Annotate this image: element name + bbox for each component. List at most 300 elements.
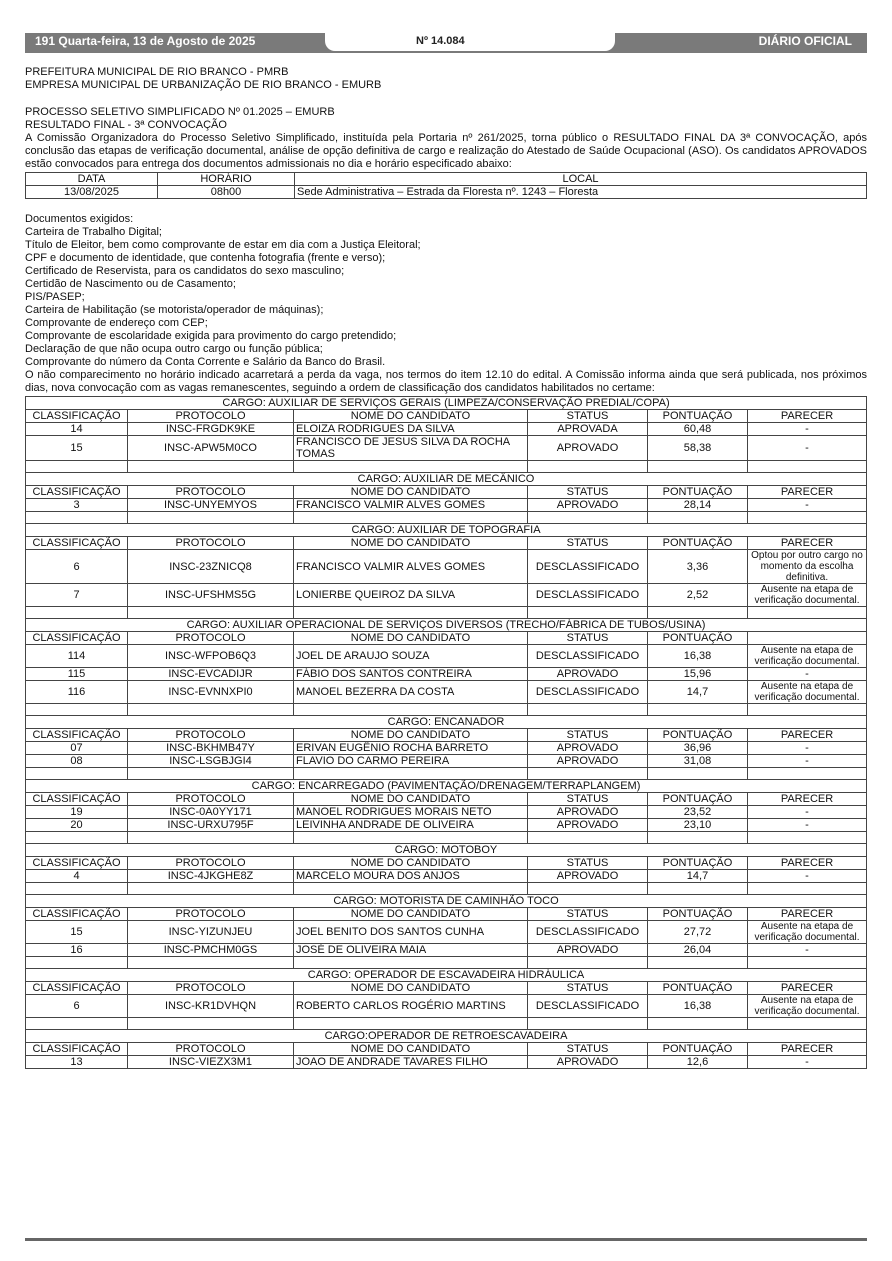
candidate-rank: 14 [26,423,128,436]
empty-cell [748,607,867,619]
candidate-status: APROVADO [528,755,648,768]
empty-cell [128,1018,294,1030]
candidate-status: APROVADO [528,806,648,819]
candidate-score: 36,96 [648,742,748,755]
column-header: CLASSIFICAÇÃO [26,857,128,870]
candidate-name: JOAO DE ANDRADE TAVARES FILHO [294,1056,528,1069]
candidate-protocol: INSC-APW5M0CO [128,436,294,461]
empty-cell [748,957,867,969]
column-header: NOME DO CANDIDATO [294,1043,528,1056]
org-line-2: EMPRESA MUNICIPAL DE URBANIZAÇÃO DE RIO BRANCO - EMURB [25,79,382,91]
candidate-name: MANOEL RODRIGUES MORAIS NETO [294,806,528,819]
document-item: Certificado de Reservista, para os candidatos do sexo masculino; [25,265,345,277]
column-header: NOME DO CANDIDATO [294,857,528,870]
cargo-title: CARGO: AUXILIAR DE SERVIÇOS GERAIS (LIMPEZA/CONSERVAÇÃO PREDIAL/COPA) [26,397,867,410]
section-spacer-row [26,1018,867,1030]
cargo-title: CARGO: AUXILIAR OPERACIONAL DE SERVIÇOS DIVERSOS (TRECHO/FÁBRICA DE TUBOS/USINA) [26,619,867,632]
empty-cell [528,461,648,473]
candidate-status: APROVADA [528,423,648,436]
empty-cell [128,832,294,844]
document-item: Comprovante de endereço com CEP; [25,317,208,329]
candidate-rank: 6 [26,550,128,584]
section-spacer-row [26,607,867,619]
candidate-rank: 15 [26,921,128,944]
candidate-score: 58,38 [648,436,748,461]
column-header: PONTUAÇÃO [648,908,748,921]
candidate-rank: 19 [26,806,128,819]
empty-cell [748,883,867,895]
cargo-title-row [26,1030,867,1043]
candidate-score: 31,08 [648,755,748,768]
empty-cell [528,768,648,780]
column-header: PROTOCOLO [128,729,294,742]
candidate-remarks: - [748,423,867,436]
candidate-name: FRANCISCO VALMIR ALVES GOMES [294,499,528,512]
column-header: NOME DO CANDIDATO [294,793,528,806]
schedule-header-cell: LOCAL [295,173,867,186]
empty-cell [128,768,294,780]
column-header-row [26,632,867,645]
candidate-remarks: - [748,668,867,681]
candidate-name: LEIVINHA ANDRADE DE OLIVEIRA [294,819,528,832]
document-item: Comprovante do número da Conta Corrente e Salário da Banco do Brasil. [25,356,386,368]
candidate-name: ERIVAN EUGÊNIO ROCHA BARRETO [294,742,528,755]
column-header: PROTOCOLO [128,1043,294,1056]
column-header: PROTOCOLO [128,410,294,423]
candidate-protocol: INSC-YIZUNJEU [128,921,294,944]
empty-cell [26,957,128,969]
column-header: PARECER [748,908,867,921]
empty-cell [26,768,128,780]
column-header: PONTUAÇÃO [648,793,748,806]
cargo-title: CARGO: ENCANADOR [26,716,867,729]
empty-cell [748,704,867,716]
table-row [26,681,867,704]
cargo-title: CARGO: AUXILIAR DE MECÂNICO [26,473,867,486]
column-header: STATUS [528,537,648,550]
cargo-title-row [26,473,867,486]
document-item: Declaração de que não ocupa outro cargo ou função pública; [25,343,323,355]
document-item: PIS/PASEP; [25,291,85,303]
table-row [26,921,867,944]
empty-cell [26,704,128,716]
column-header: PONTUAÇÃO [648,632,748,645]
candidate-score: 16,38 [648,645,748,668]
results-table [25,396,867,1069]
cargo-title: CARGO: MOTOBOY [26,844,867,857]
cargo-title: CARGO: MOTORISTA DE CAMINHÃO TOCO [26,895,867,908]
empty-cell [294,832,528,844]
header-rule [25,51,867,53]
table-row [26,806,867,819]
empty-cell [128,607,294,619]
section-spacer-row [26,883,867,895]
empty-cell [294,704,528,716]
header-edition-number: Nº 14.084 [416,35,465,47]
empty-cell [128,512,294,524]
empty-cell [648,832,748,844]
candidate-score: 14,7 [648,870,748,883]
cargo-title: CARGO: OPERADOR DE ESCAVADEIRA HIDRÁULICA [26,969,867,982]
schedule-header-cell: DATA [26,173,158,186]
table-row [26,423,867,436]
candidate-remarks: - [748,819,867,832]
column-header: NOME DO CANDIDATO [294,537,528,550]
document-item: Comprovante de escolaridade exigida para provimento do cargo pretendido; [25,330,397,342]
candidate-remarks: - [748,436,867,461]
candidate-remarks: - [748,1056,867,1069]
candidate-remarks: - [748,806,867,819]
candidate-status: APROVADO [528,742,648,755]
column-header: PARECER [748,486,867,499]
column-header [748,632,867,645]
column-header: PARECER [748,1043,867,1056]
empty-cell [26,461,128,473]
schedule-header-row [26,173,867,186]
column-header: STATUS [528,982,648,995]
empty-cell [528,957,648,969]
column-header: NOME DO CANDIDATO [294,982,528,995]
document-item: Carteira de Habilitação (se motorista/operador de máquinas); [25,304,324,316]
candidate-rank: 4 [26,870,128,883]
candidate-protocol: INSC-FRGDK9KE [128,423,294,436]
empty-cell [128,957,294,969]
document-item: Carteira de Trabalho Digital; [25,226,162,238]
document-item: CPF e documento de identidade, que contenha fotografia (frente e verso); [25,252,386,264]
column-header: STATUS [528,410,648,423]
empty-cell [748,461,867,473]
table-row [26,995,867,1018]
empty-cell [648,607,748,619]
column-header: CLASSIFICAÇÃO [26,793,128,806]
table-row [26,668,867,681]
empty-cell [128,883,294,895]
candidate-status: DESCLASSIFICADO [528,645,648,668]
column-header: PONTUAÇÃO [648,857,748,870]
candidate-score: 2,52 [648,584,748,607]
candidate-name: JOSÉ DE OLIVEIRA MAIA [294,944,528,957]
candidate-name: JOEL BENITO DOS SANTOS CUNHA [294,921,528,944]
candidate-rank: 07 [26,742,128,755]
page-header [25,33,867,51]
empty-cell [748,768,867,780]
empty-cell [528,832,648,844]
candidate-name: FRANCISCO VALMIR ALVES GOMES [294,550,528,584]
candidate-rank: 08 [26,755,128,768]
section-spacer-row [26,461,867,473]
table-row [26,436,867,461]
candidate-status: APROVADO [528,499,648,512]
candidate-rank: 3 [26,499,128,512]
empty-cell [26,832,128,844]
empty-cell [748,512,867,524]
candidate-remarks: Ausente na etapa de verificação documental. [748,681,867,704]
section-spacer-row [26,704,867,716]
column-header: CLASSIFICAÇÃO [26,982,128,995]
column-header: PARECER [748,729,867,742]
documents-title: Documentos exigidos: [25,213,134,225]
document-body [25,66,867,1069]
cargo-title: CARGO:OPERADOR DE RETROESCAVADEIRA [26,1030,867,1043]
candidate-score: 60,48 [648,423,748,436]
empty-cell [128,704,294,716]
candidate-score: 26,04 [648,944,748,957]
empty-cell [26,1018,128,1030]
column-header: PARECER [748,537,867,550]
column-header-row [26,537,867,550]
column-header: CLASSIFICAÇÃO [26,908,128,921]
candidate-remarks: - [748,870,867,883]
cargo-title: CARGO: AUXILIAR DE TOPOGRAFIA [26,524,867,537]
candidate-protocol: INSC-UFSHMS5G [128,584,294,607]
empty-cell [748,1018,867,1030]
empty-cell [26,607,128,619]
column-header: PONTUAÇÃO [648,982,748,995]
column-header: PONTUAÇÃO [648,486,748,499]
candidate-status: DESCLASSIFICADO [528,550,648,584]
column-header-row [26,857,867,870]
empty-cell [26,512,128,524]
schedule-row [26,186,867,199]
candidate-rank: 16 [26,944,128,957]
empty-cell [648,957,748,969]
table-row [26,584,867,607]
table-row [26,1056,867,1069]
candidate-score: 28,14 [648,499,748,512]
column-header-row [26,410,867,423]
cargo-title-row [26,780,867,793]
section-spacer-row [26,832,867,844]
candidate-protocol: INSC-0A0YY171 [128,806,294,819]
column-header: PROTOCOLO [128,632,294,645]
candidate-score: 16,38 [648,995,748,1018]
candidate-protocol: INSC-PMCHM0GS [128,944,294,957]
column-header: PROTOCOLO [128,857,294,870]
schedule-header-cell: HORÁRIO [158,173,295,186]
column-header: PROTOCOLO [128,793,294,806]
empty-cell [294,1018,528,1030]
candidate-score: 27,72 [648,921,748,944]
column-header-row [26,982,867,995]
column-header: PARECER [748,410,867,423]
empty-cell [294,883,528,895]
candidate-score: 23,52 [648,806,748,819]
column-header: CLASSIFICAÇÃO [26,537,128,550]
empty-cell [648,883,748,895]
section-spacer-row [26,957,867,969]
schedule-table [25,172,867,199]
section-spacer-row [26,768,867,780]
empty-cell [528,1018,648,1030]
candidate-remarks: - [748,499,867,512]
candidate-status: DESCLASSIFICADO [528,995,648,1018]
candidate-remarks: - [748,742,867,755]
documents-list [25,226,867,369]
column-header-row [26,1043,867,1056]
candidate-status: APROVADO [528,436,648,461]
candidate-rank: 115 [26,668,128,681]
empty-cell [648,704,748,716]
candidate-rank: 6 [26,995,128,1018]
column-header: STATUS [528,857,648,870]
document-item: Título de Eleitor, bem como comprovante de estar em dia com a Justiça Eleitoral; [25,239,421,251]
candidate-status: DESCLASSIFICADO [528,921,648,944]
table-row [26,755,867,768]
column-header: PONTUAÇÃO [648,537,748,550]
column-header: PONTUAÇÃO [648,410,748,423]
candidate-protocol: INSC-BKHMB47Y [128,742,294,755]
candidate-remarks: - [748,755,867,768]
empty-cell [294,461,528,473]
candidate-rank: 114 [26,645,128,668]
table-row [26,550,867,584]
candidate-remarks: Ausente na etapa de verificação documental. [748,921,867,944]
candidate-name: MARCELO MOURA DOS ANJOS [294,870,528,883]
empty-cell [648,512,748,524]
column-header: CLASSIFICAÇÃO [26,729,128,742]
column-header: NOME DO CANDIDATO [294,908,528,921]
candidate-protocol: INSC-EVNNXPI0 [128,681,294,704]
candidate-protocol: INSC-WFPOB6Q3 [128,645,294,668]
candidate-status: DESCLASSIFICADO [528,681,648,704]
column-header-row [26,793,867,806]
candidate-name: FÁBIO DOS SANTOS CONTREIRA [294,668,528,681]
table-row [26,645,867,668]
cargo-title-row [26,969,867,982]
candidate-remarks: Ausente na etapa de verificação documental. [748,645,867,668]
header-center-tab [325,33,615,51]
table-row [26,870,867,883]
candidate-rank: 15 [26,436,128,461]
schedule-date: 13/08/2025 [26,186,158,199]
column-header: STATUS [528,632,648,645]
cargo-title-row [26,524,867,537]
candidate-protocol: INSC-LSGBJGI4 [128,755,294,768]
candidate-score: 14,7 [648,681,748,704]
column-header-row [26,486,867,499]
candidate-rank: 7 [26,584,128,607]
column-header: STATUS [528,793,648,806]
empty-cell [648,461,748,473]
column-header: CLASSIFICAÇÃO [26,632,128,645]
empty-cell [128,461,294,473]
column-header: NOME DO CANDIDATO [294,729,528,742]
candidate-name: LONIERBE QUEIROZ DA SILVA [294,584,528,607]
header-page-date: 191 Quarta-feira, 13 de Agosto de 2025 [35,34,256,48]
column-header: PROTOCOLO [128,908,294,921]
candidate-protocol: INSC-UNYEMYOS [128,499,294,512]
section-spacer-row [26,512,867,524]
candidate-score: 23,10 [648,819,748,832]
candidate-name: ROBERTO CARLOS ROGÉRIO MARTINS [294,995,528,1018]
candidate-rank: 20 [26,819,128,832]
process-title: PROCESSO SELETIVO SIMPLIFICADO Nº 01.2025 – EMURB [25,106,335,118]
column-header: PROTOCOLO [128,486,294,499]
cargo-title-row [26,716,867,729]
candidate-remarks: - [748,944,867,957]
document-item: Certidão de Nascimento ou de Casamento; [25,278,236,290]
candidate-score: 15,96 [648,668,748,681]
empty-cell [528,607,648,619]
process-intro: A Comissão Organizadora do Processo Seletivo Simplificado, instituída pela Portaria nº 261/2025, torna público o RESULTADO FINAL DA 3ª CONVOCAÇÃO, após conclusão das etapas de verificação documental, análise de opção definitiva de cargo e realização do Atestado de Saúde Ocupacional (ASO). Os candidatos APROVADOS estão convocados para entrega dos documentos admissionais no dia e horário especificado abaixo: [25,132,867,170]
candidate-protocol: INSC-KR1DVHQN [128,995,294,1018]
cargo-title-row [26,397,867,410]
column-header: PARECER [748,793,867,806]
candidate-protocol: INSC-23ZNICQ8 [128,550,294,584]
footer-rule [25,1238,867,1241]
candidate-name: FRANCISCO DE JESUS SILVA DA ROCHA TOMAS [294,436,528,461]
column-header: PONTUAÇÃO [648,1043,748,1056]
column-header: NOME DO CANDIDATO [294,632,528,645]
candidate-remarks: Optou por outro cargo no momento da escolha definitiva. [748,550,867,584]
cargo-title-row [26,895,867,908]
empty-cell [528,704,648,716]
schedule-location: Sede Administrativa – Estrada da Floresta nº. 1243 – Floresta [295,186,867,199]
cargo-title: CARGO: ENCARREGADO (PAVIMENTAÇÃO/DRENAGEM/TERRAPLANGEM) [26,780,867,793]
candidate-name: MANOEL BEZERRA DA COSTA [294,681,528,704]
empty-cell [528,883,648,895]
empty-cell [648,1018,748,1030]
org-line-1: PREFEITURA MUNICIPAL DE RIO BRANCO - PMRB [25,66,289,78]
column-header: STATUS [528,729,648,742]
empty-cell [748,832,867,844]
column-header: NOME DO CANDIDATO [294,486,528,499]
column-header: PROTOCOLO [128,982,294,995]
candidate-protocol: INSC-EVCADIJR [128,668,294,681]
candidate-status: APROVADO [528,944,648,957]
empty-cell [294,607,528,619]
table-row [26,819,867,832]
empty-cell [294,512,528,524]
candidate-score: 3,36 [648,550,748,584]
candidate-status: DESCLASSIFICADO [528,584,648,607]
candidate-status: APROVADO [528,1056,648,1069]
column-header: PONTUAÇÃO [648,729,748,742]
cargo-title-row [26,619,867,632]
candidate-name: JOEL DE ARAUJO SOUZA [294,645,528,668]
candidate-score: 12,6 [648,1056,748,1069]
column-header: CLASSIFICAÇÃO [26,410,128,423]
candidate-name: FLAVIO DO CARMO PEREIRA [294,755,528,768]
candidate-name: ELOIZA RODRIGUES DA SILVA [294,423,528,436]
candidate-status: APROVADO [528,819,648,832]
schedule-time: 08h00 [158,186,295,199]
column-header-row [26,908,867,921]
empty-cell [26,883,128,895]
column-header: PARECER [748,982,867,995]
column-header: CLASSIFICAÇÃO [26,1043,128,1056]
candidate-status: APROVADO [528,870,648,883]
table-row [26,499,867,512]
table-row [26,742,867,755]
header-publication-name: DIÁRIO OFICIAL [758,34,852,48]
column-header: STATUS [528,1043,648,1056]
empty-cell [648,768,748,780]
absence-notice: O não comparecimento no horário indicado acarretará a perda da vaga, nos termos do item 12.10 do edital. A Comissão informa ainda que será publicada, nos próximos dias, nova convocação com as vagas remanescentes, seguindo a ordem de classificação dos candidatos habilitados no certame: [25,369,867,394]
candidate-protocol: INSC-4JKGHE8Z [128,870,294,883]
empty-cell [294,957,528,969]
candidate-protocol: INSC-VIEZX3M1 [128,1056,294,1069]
column-header-row [26,729,867,742]
cargo-title-row [26,844,867,857]
process-subtitle: RESULTADO FINAL - 3ª CONVOCAÇÃO [25,119,227,131]
candidate-remarks: Ausente na etapa de verificação documental. [748,584,867,607]
column-header: PROTOCOLO [128,537,294,550]
candidate-rank: 116 [26,681,128,704]
column-header: STATUS [528,486,648,499]
column-header: NOME DO CANDIDATO [294,410,528,423]
candidate-remarks: Ausente na etapa de verificação documental. [748,995,867,1018]
